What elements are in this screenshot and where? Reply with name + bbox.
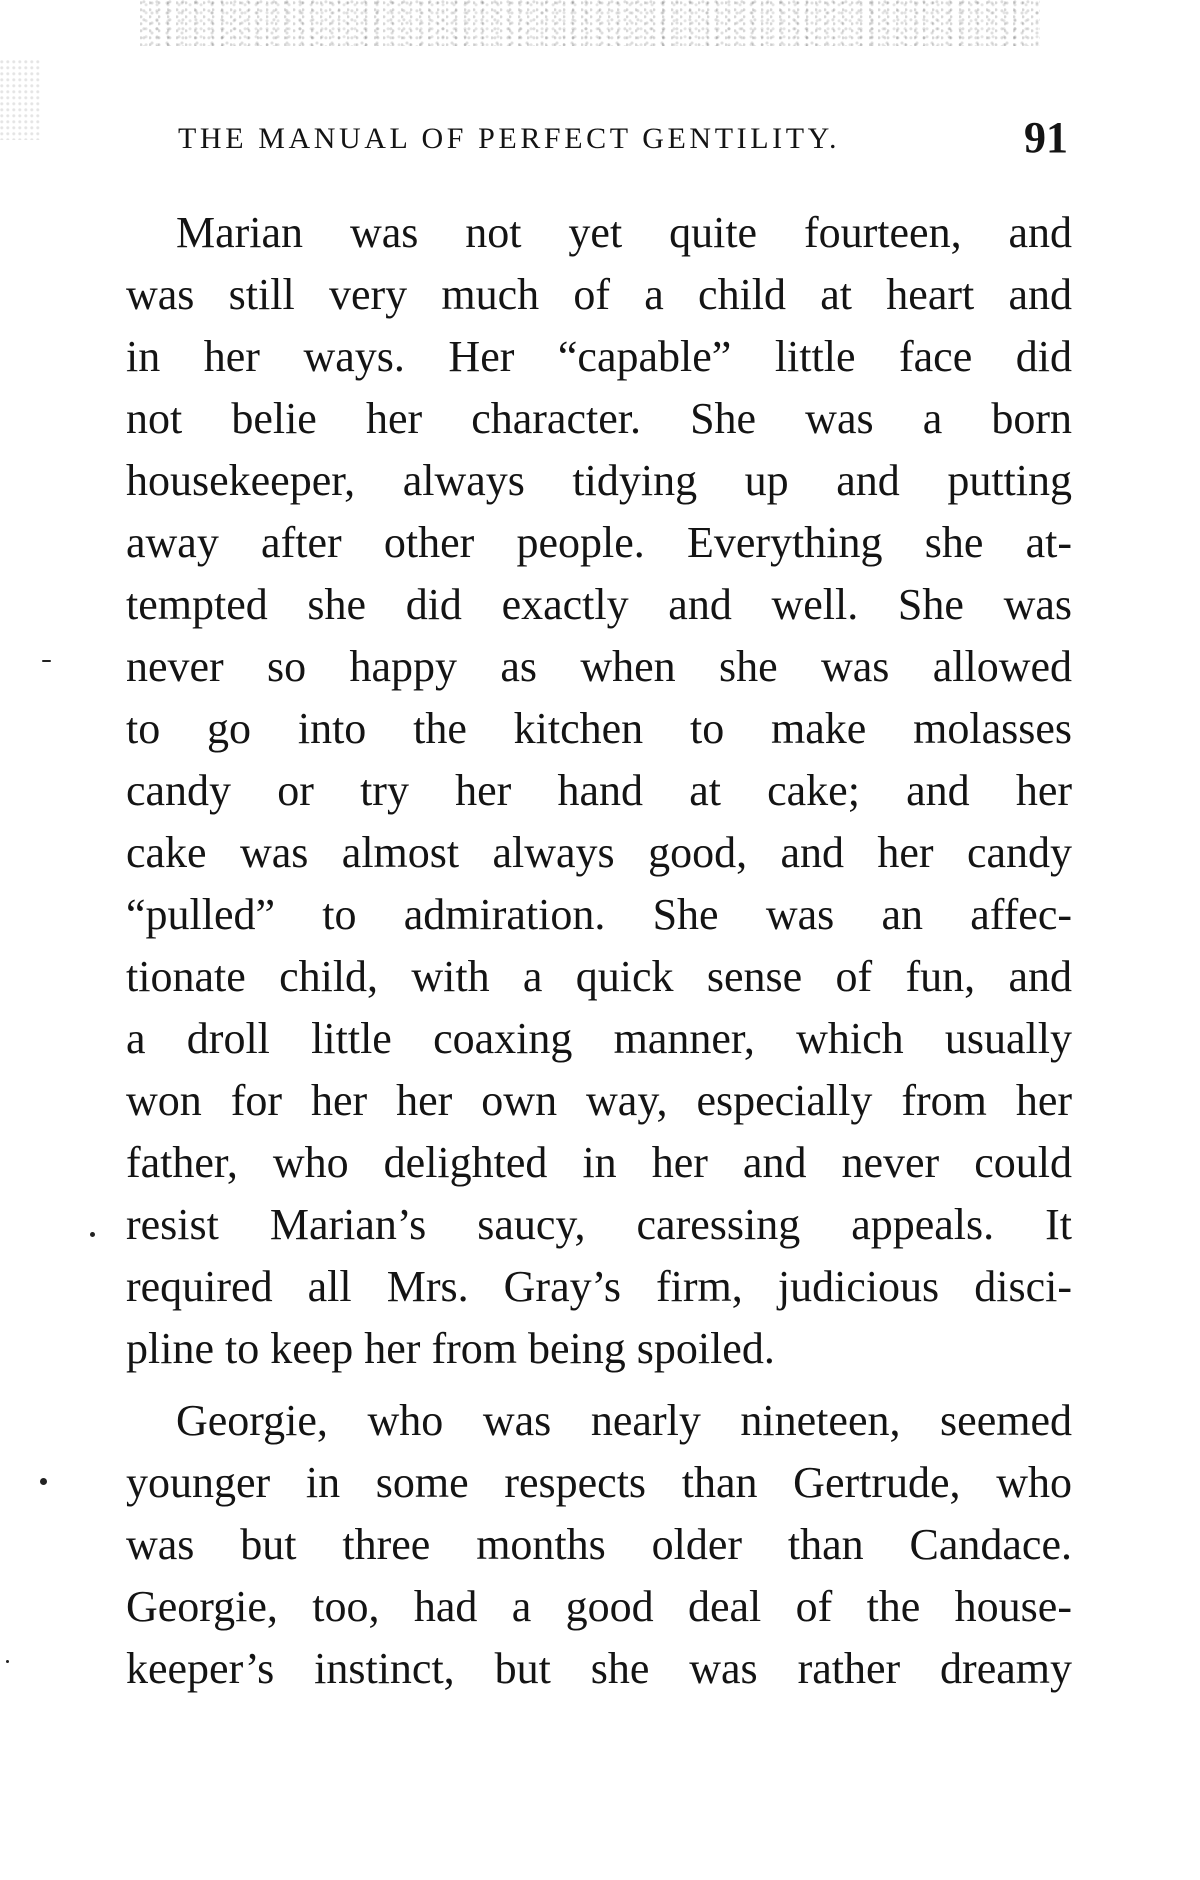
text-line: was still very much of a child at heart and [126, 270, 1072, 319]
paragraph-georgie [126, 1390, 1072, 1700]
text-line: housekeeper, always tidying up and putting [126, 456, 1072, 505]
text-line: to go into the kitchen to make molasses [126, 704, 1072, 753]
paragraph-marian [126, 202, 1072, 1380]
text-line: father, who delighted in her and never could [126, 1138, 1072, 1187]
text-line: away after other people. Everything she at- [126, 518, 1072, 567]
text-line: never so happy as when she was allowed [126, 642, 1072, 691]
stray-dot [42, 660, 51, 662]
scan-speckle-left [0, 60, 40, 140]
body-text [126, 202, 1072, 1700]
page-number: 91 [1024, 113, 1068, 162]
running-title: THE MANUAL OF PERFECT GENTILITY. [178, 122, 841, 155]
text-line: tempted she did exactly and well. She was [126, 580, 1072, 629]
text-line: required all Mrs. Gray’s firm, judicious disci- [126, 1262, 1072, 1311]
text-line: was but three months older than Candace. [126, 1520, 1072, 1569]
text-line: cake was almost always good, and her candy [126, 828, 1072, 877]
text-line: Georgie, who was nearly nineteen, seemed [176, 1396, 1072, 1445]
text-line: pline to keep her from being spoiled. [126, 1324, 775, 1373]
text-line: Marian was not yet quite fourteen, and [176, 208, 1072, 257]
paragraph-gap [126, 1380, 1072, 1390]
text-line: not belie her character. She was a born [126, 394, 1072, 443]
text-line: keeper’s instinct, but she was rather dreamy [126, 1644, 1072, 1693]
text-line: a droll little coaxing manner, which usually [126, 1014, 1072, 1063]
text-line: “pulled” to admiration. She was an affec- [126, 890, 1072, 939]
text-line: Georgie, too, had a good deal of the house- [126, 1582, 1072, 1631]
text-line: younger in some respects than Gertrude, who [126, 1458, 1072, 1507]
stray-dot [6, 1660, 9, 1663]
scan-speckle-top [140, 0, 1040, 46]
text-line: resist Marian’s saucy, caressing appeals. It [126, 1200, 1072, 1249]
running-header [178, 112, 1068, 172]
text-line: in her ways. Her “capable” little face did [126, 332, 1072, 381]
text-line: candy or try her hand at cake; and her [126, 766, 1072, 815]
text-line: won for her her own way, especially from her [126, 1076, 1072, 1125]
stray-dot [40, 1478, 47, 1485]
text-line: tionate child, with a quick sense of fun, and [126, 952, 1072, 1001]
stray-dot [90, 1232, 95, 1237]
